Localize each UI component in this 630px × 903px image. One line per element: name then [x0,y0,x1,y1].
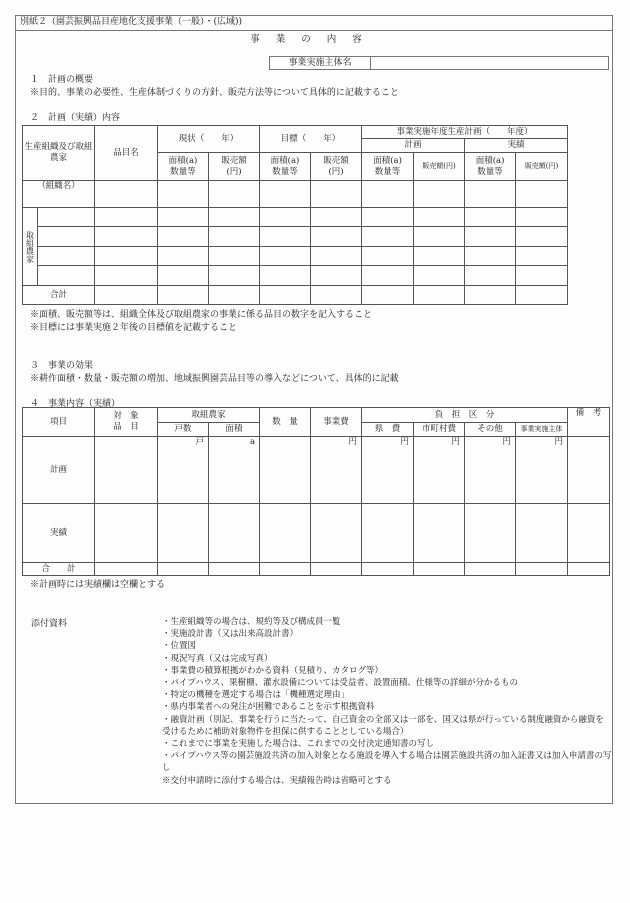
cell[interactable] [260,286,311,305]
section1-note: ※目的、事業の必要性、生産体制づくりの方針、販売方法等について具体的に記載すること [30,88,399,98]
cell[interactable] [362,247,414,266]
cell[interactable] [209,266,260,286]
header-plan-year: 事業実施年度生産計画（ 年度） [362,126,568,139]
cell[interactable] [260,208,311,227]
row-plan-label: 計画 [23,437,95,504]
cell[interactable] [95,504,158,563]
cell[interactable] [465,227,516,247]
attachment-item: ※交付申請時に添付する場合は、実績報告時は省略可とする [162,775,392,786]
header-households: 戸数 [158,423,209,437]
cell[interactable] [209,504,260,563]
section4-heading: ４ 事業内容（実績） [30,399,121,409]
cell[interactable] [38,266,95,286]
cell[interactable] [311,227,362,247]
cell[interactable] [158,208,209,227]
header-item: 品目名 [95,126,158,181]
header-burden: 負 担 区 分 [362,408,568,423]
cell[interactable] [260,266,311,286]
production-plan-table [22,125,568,305]
row-farmers-label: 取組農家 [23,208,38,286]
cell[interactable] [568,437,610,504]
header-target: 目標（ 年） [260,126,362,153]
section2-note-2: ※目標には事業実施２年後の目標値を記載すること [30,323,238,333]
cell[interactable] [362,181,414,208]
attachment-item: ・現況写真（又は完成写真） [162,653,273,664]
cell[interactable] [158,266,209,286]
cell[interactable] [158,247,209,266]
header-other: その他 [465,423,516,437]
cell[interactable] [465,286,516,305]
attachment-item: ・これまでに事業を実施した場合は、これまでの交付決定通知書の写し [162,739,435,750]
cell[interactable] [209,563,260,576]
cell[interactable] [414,286,465,305]
cell[interactable] [516,266,568,286]
header-actual: 実績 [465,139,568,153]
cell[interactable] [362,208,414,227]
cell[interactable] [362,563,414,576]
cell[interactable] [260,227,311,247]
header-plan: 計画 [362,139,465,153]
attachments-list [162,616,612,787]
plan-area-cell[interactable]: a [209,437,260,504]
attachment-item: ・パイプハウス、果樹棚、灌水設備については受益者、設置面積、仕様等の詳細が分かるもの [162,678,518,689]
plan-pref-cell[interactable]: 円 [362,437,414,504]
cell[interactable] [465,266,516,286]
cell[interactable] [516,181,568,208]
cell[interactable] [311,563,362,576]
attachment-item: ・実施設計書（又は出来高設計書） [162,629,299,640]
cell[interactable] [209,227,260,247]
attachment-item: ・事業費の積算根拠がわかる資料（見積り、カタログ等） [162,665,384,676]
document-frame [15,15,613,804]
cell[interactable] [95,208,158,227]
sub-area: 面積(a) 数量等 [465,153,516,181]
cell[interactable] [568,504,610,563]
cell[interactable] [95,437,158,504]
plan-entity-cell[interactable]: 円 [516,437,568,504]
entity-name-input[interactable] [371,57,608,69]
attachment-item: ・位置図 [162,641,197,652]
cell[interactable] [95,563,158,576]
cell[interactable] [311,181,362,208]
header-cost: 事業費 [311,408,362,437]
header-quantity: 数 量 [260,408,311,437]
attachments-label: 添付資料 [31,619,68,629]
plan-cost-cell[interactable]: 円 [311,437,362,504]
cell[interactable] [516,563,568,576]
sub-area: 面積(a) 数量等 [158,153,209,181]
cell[interactable] [158,227,209,247]
section3-note: ※耕作面積・数量・販売額の増加、地域振興園芸品目等の導入などについて、具体的に記載 [30,374,399,384]
cell[interactable] [465,181,516,208]
cell[interactable] [95,247,158,266]
cell[interactable] [465,504,516,563]
cell[interactable] [414,181,465,208]
cell[interactable] [516,286,568,305]
cell[interactable] [38,247,95,266]
cell[interactable] [465,563,516,576]
section1-heading: １ 計画の概要 [30,75,94,85]
cell[interactable] [414,563,465,576]
cell[interactable] [311,286,362,305]
row-total-label: 合 計 [23,563,95,576]
section4-note: ※計画時には実績欄は空欄とする [30,580,166,590]
cell[interactable] [414,504,465,563]
sub-sales: 販売額(円) [516,153,568,181]
cell[interactable] [311,208,362,227]
cell[interactable] [260,504,311,563]
cell[interactable] [209,181,260,208]
cell[interactable] [260,247,311,266]
project-content-table [22,407,610,576]
cell[interactable] [95,266,158,286]
sub-sales: 販売額 (円) [311,153,362,181]
section2-note-1: ※面積、販売額等は、組織全体及び取組農家の事業に係る品目の数字を記入すること [30,310,373,320]
cell[interactable] [465,247,516,266]
attachment-item: ・パイプハウス等の園芸施設共済の加入対象となる施設を導入する場合は園芸施設共済の加入証書又は加入申請書の写し [162,751,612,774]
cell[interactable] [260,437,311,504]
plan-other-cell[interactable]: 円 [465,437,516,504]
header-muni: 市町村費 [414,423,465,437]
header-org: 生産組織及び取組農家 [23,126,95,181]
attachment-item: ・特定の機種を選定する場合は「機種選定理由」 [162,690,350,701]
cell[interactable] [95,286,158,305]
header-area: 面積 [209,423,260,437]
header-remarks: 備 考 [568,408,610,437]
cell[interactable] [362,227,414,247]
sub-area: 面積(a) 数量等 [260,153,311,181]
row-org-name: （組織名） [23,181,95,208]
cell[interactable] [311,247,362,266]
cell[interactable] [209,247,260,266]
plan-muni-cell[interactable]: 円 [414,437,465,504]
attachment-item: ・生産組織等の場合は、規約等及び構成員一覧 [162,617,341,627]
page-title: 事業の内容 [250,34,378,45]
cell[interactable] [516,504,568,563]
cell[interactable] [568,563,610,576]
cell[interactable] [516,247,568,266]
header-entity: 事業実施主体 [516,423,568,437]
cell[interactable] [414,227,465,247]
attachment-item: ・県内事業者への発注が困難であることを示す根拠資料 [162,702,375,713]
cell[interactable] [158,504,209,563]
cell[interactable] [311,504,362,563]
cell[interactable] [38,227,95,247]
cell[interactable] [158,286,209,305]
cell[interactable] [158,181,209,208]
cell[interactable] [465,208,516,227]
cell[interactable] [362,504,414,563]
cell[interactable] [38,208,95,227]
cell[interactable] [414,266,465,286]
attachment-label: 別紙２（園芸振興品目産地化支援事業（一般）・(広域)) [16,16,612,31]
sub-sales: 販売額(円) [414,153,465,181]
cell[interactable] [209,286,260,305]
plan-households-cell[interactable]: 戸 [158,437,209,504]
header-target-item: 対 象 品 目 [95,408,158,437]
cell[interactable] [260,181,311,208]
cell[interactable] [209,208,260,227]
header-current: 現状（ 年） [158,126,260,153]
cell[interactable] [158,563,209,576]
cell[interactable] [414,208,465,227]
cell[interactable] [414,247,465,266]
cell[interactable] [362,266,414,286]
cell[interactable] [311,266,362,286]
attachment-item: ・融資計画（別記、事業を行うに当たって、自己資金の全部又は一部を、国又は県が行っている制度融資から融資を受けるために補助対象物件を担保に供することとしている場合） [162,714,604,737]
cell[interactable] [95,181,158,208]
sub-area: 面積(a) 数量等 [362,153,414,181]
cell[interactable] [95,227,158,247]
cell[interactable] [516,208,568,227]
cell[interactable] [260,563,311,576]
header-farmers: 取組農家 [158,408,260,423]
section3-heading: ３ 事業の効果 [30,361,94,371]
cell[interactable] [516,227,568,247]
entity-name-label: 事業実施主体名 [270,57,371,69]
section2-heading: ２ 計画（実績）内容 [30,113,121,123]
sub-sales: 販売額 (円) [209,153,260,181]
row-actual-label: 実績 [23,504,95,563]
header-item: 項目 [23,408,95,437]
cell[interactable] [362,286,414,305]
entity-name-field [269,56,609,70]
header-pref: 県 費 [362,423,414,437]
row-total-label: 合計 [23,286,95,305]
